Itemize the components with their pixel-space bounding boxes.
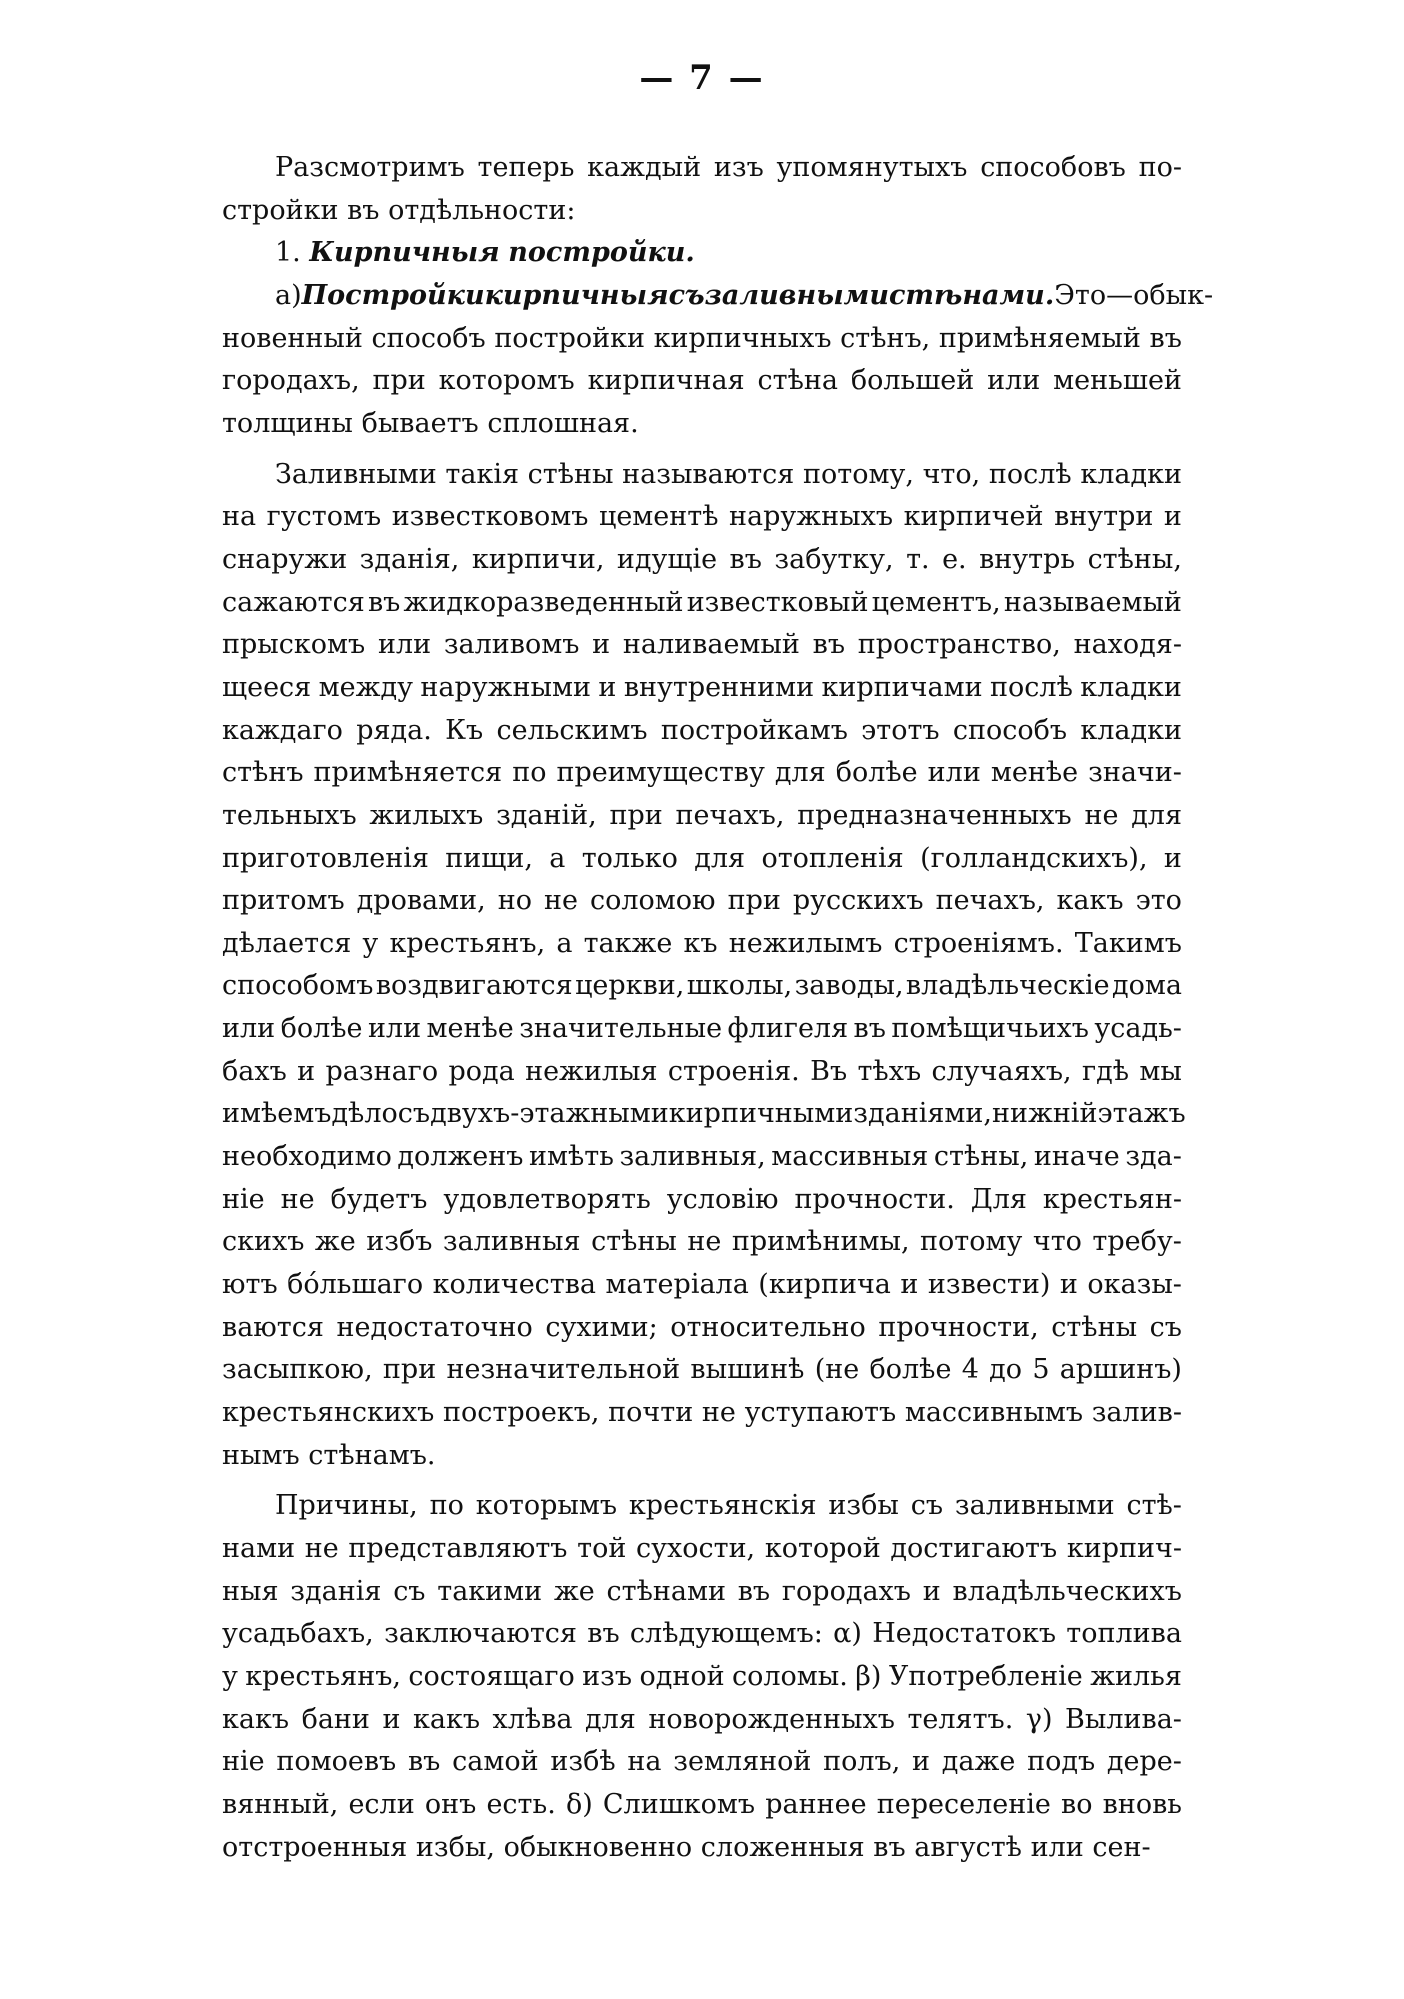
page-number: — 7 — xyxy=(639,58,765,98)
text-line: Разсмотримъ теперь каждый изъ упомянутыхъ способовъ по- xyxy=(275,152,1182,183)
text-line: 1. Кирпичныя постройки. xyxy=(275,237,695,269)
text-line: Заливными такія стѣны называются потому, что, послѣ кладки xyxy=(275,458,1182,490)
text-line: прыскомъ или заливомъ и наливаемый въ пространство, находя- xyxy=(222,629,1182,661)
text-line: Причины, по которымъ крестьянскія избы съ заливными стѣ- xyxy=(275,1490,1182,1522)
text-line: на густомъ известковомъ цементѣ наружныхъ кирпичей внутри и xyxy=(222,501,1182,533)
text-line: новенный способъ постройки кирпичныхъ стѣнъ, примѣняемый въ xyxy=(222,322,1182,354)
text-line: а) Постройки кирпичныя съ заливными стѣнами. Это—обык- xyxy=(275,279,1214,311)
text-line: ютъ бо́льшаго количества матеріала (кирпича и извести) и оказы- xyxy=(222,1269,1182,1301)
text-line: необходимо долженъ имѣть заливныя, массивныя стѣны, иначе зда- xyxy=(222,1141,1182,1173)
text-line: усадьбахъ, заключаются въ слѣдующемъ: α) Недостатокъ топлива xyxy=(222,1618,1182,1650)
text-line: ніе помоевъ въ самой избѣ на земляной полъ, и даже подъ дере- xyxy=(222,1746,1182,1778)
text-line: или болѣе или менѣе значительные флигеля въ помѣщичьихъ усадь- xyxy=(222,1013,1182,1045)
text-line: ваются недостаточно сухими; относительно прочности, стѣны съ xyxy=(222,1311,1182,1343)
text-line: стройки въ отдѣльности: xyxy=(222,194,576,226)
text-line: ныя зданія съ такими же стѣнами въ городахъ и владѣльческихъ xyxy=(222,1575,1182,1607)
text-line: отстроенныя избы, обыкновенно сложенныя въ августѣ или сен- xyxy=(222,1831,1151,1863)
text-line: дѣлается у крестьянъ, а также къ нежилымъ строеніямъ. Такимъ xyxy=(222,927,1182,959)
text-line: тельныхъ жилыхъ зданій, при печахъ, предназначенныхъ не для xyxy=(222,799,1182,831)
text-line: имѣемъ дѣло съ двухъ-этажными кирпичными зданіями, нижній этажъ xyxy=(222,1098,1186,1130)
text-line: снаружи зданія, кирпичи, идущіе въ забутку, т. е. внутрь стѣны, xyxy=(222,543,1182,575)
body-text xyxy=(222,147,1214,1869)
text-line: ніе не будетъ удовлетворять условію прочности. Для крестьян- xyxy=(222,1183,1182,1215)
text-line: какъ бани и какъ хлѣва для новорожденныхъ телятъ. γ) Вылива- xyxy=(222,1703,1182,1735)
text-line: у крестьянъ, состоящаго изъ одной соломы. β) Употребленіе жилья xyxy=(222,1660,1182,1692)
text-line: каждаго ряда. Къ сельскимъ постройкамъ этотъ способъ кладки xyxy=(222,714,1182,746)
text-line: скихъ же избъ заливныя стѣны не примѣнимы, потому что требу- xyxy=(222,1226,1182,1258)
text-line: притомъ дровами, но не соломою при русскихъ печахъ, какъ это xyxy=(222,885,1182,917)
text-line: вянный, если онъ есть. δ) Слишкомъ раннее переселеніе во вновь xyxy=(222,1788,1182,1820)
text-line: способомъ воздвигаются церкви, школы, заводы, владѣльческіе дома xyxy=(222,970,1182,1002)
text-line: сажаются въ жидкоразведенный известковый цементъ, называемый xyxy=(222,586,1182,618)
text-line: щееся между наружными и внутренними кирпичами послѣ кладки xyxy=(222,671,1182,703)
text-line: городахъ, при которомъ кирпичная стѣна большей или меньшей xyxy=(222,365,1182,397)
text-line: нымъ стѣнамъ. xyxy=(222,1439,436,1471)
text-line: засыпкою, при незначительной вышинѣ (не болѣе 4 до 5 аршинъ) xyxy=(222,1354,1182,1386)
text-line: приготовленія пищи, а только для отопленія (голландскихъ), и xyxy=(222,842,1182,874)
text-line: нами не представляютъ той сухости, которой достигаютъ кирпич- xyxy=(222,1533,1182,1564)
text-line: стѣнъ примѣняется по преимуществу для болѣе или менѣе значи- xyxy=(222,757,1182,789)
text-line: крестьянскихъ построекъ, почти не уступаютъ массивнымъ залив- xyxy=(222,1397,1182,1429)
text-line: бахъ и разнаго рода нежилыя строенія. Въ тѣхъ случаяхъ, гдѣ мы xyxy=(222,1055,1182,1087)
text-line: толщины бываетъ сплошная. xyxy=(222,407,639,439)
